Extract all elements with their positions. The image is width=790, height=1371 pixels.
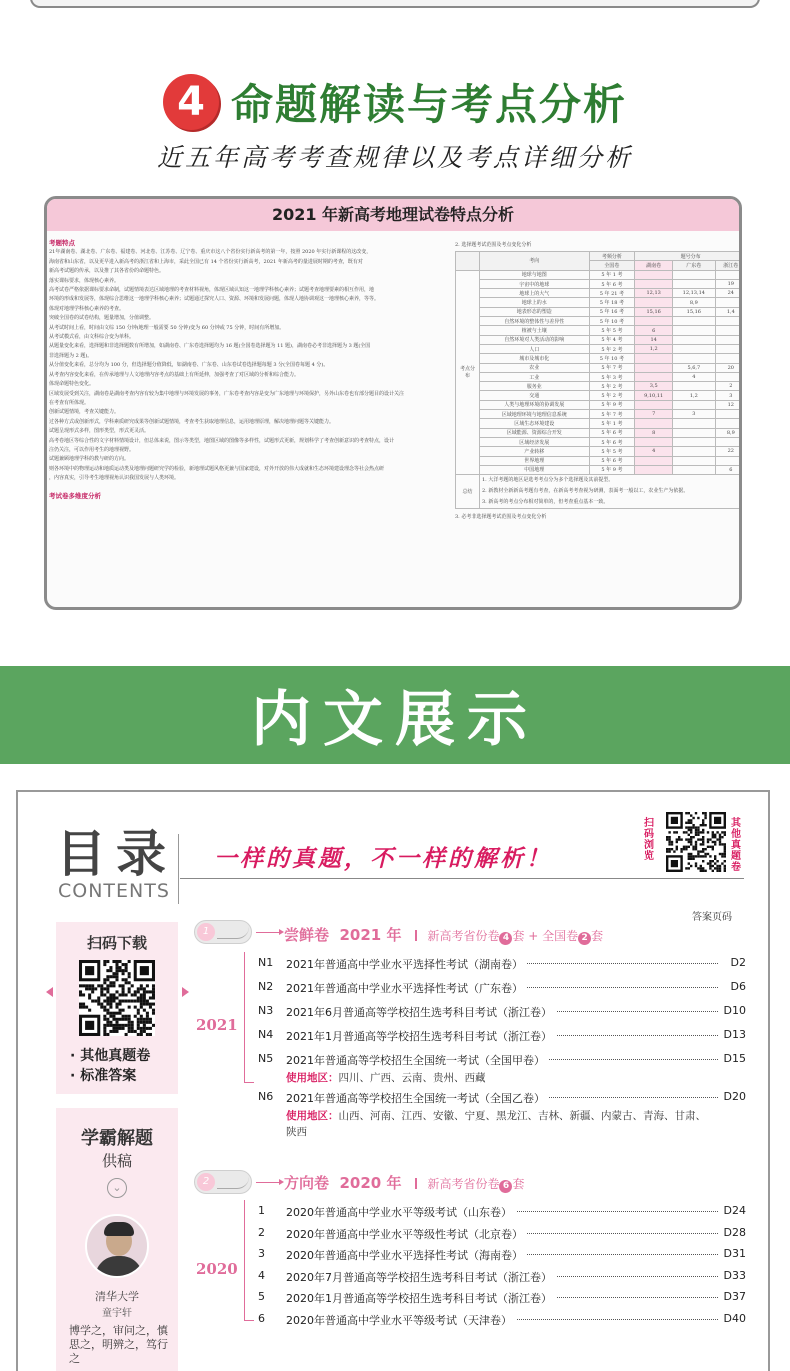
table-cell (635, 354, 673, 363)
toc-number: 2 (258, 1225, 265, 1239)
table-cell (673, 344, 716, 353)
left-line: 落实课标要求，体现核心素养。 (49, 277, 120, 284)
section-1-header: 尝鲜卷 2021 年 新高考省份卷 4 套 + 全国卷 2 套 (284, 926, 604, 944)
left-footer-heading: 考试卷多维度分析 (49, 491, 101, 500)
table-row (456, 372, 740, 381)
table-cell (635, 400, 673, 409)
table-cell: 6 (635, 326, 673, 335)
table-cell: 5 年 5 考 (589, 326, 635, 335)
table-cell: 植被与土壤 (480, 326, 590, 335)
table-cell: 5,6,7 (673, 363, 716, 372)
toc-title: 2021年普通高中学业水平选择性考试（广东卷） (286, 980, 527, 996)
left-paragraphs (49, 248, 453, 483)
table-cell (673, 437, 716, 446)
table-cell (673, 354, 716, 363)
table-cell: 5 年 2 考 (589, 382, 635, 391)
table-cell (715, 317, 739, 326)
table-cell: 24 (715, 289, 739, 298)
table-cell: 5 年 7 考 (589, 363, 635, 372)
toc-page: D13 (720, 1028, 746, 1041)
table-cell: 5 年 9 考 (589, 465, 635, 474)
table-summary-cell (480, 475, 740, 509)
table-cell: 5 年 1 考 (589, 270, 635, 279)
table-cell: 15,16 (673, 307, 716, 316)
toc-entry[interactable] (258, 1269, 746, 1289)
table-cell: 8,9 (673, 298, 716, 307)
left-line: 从题量变化来看，选择题和非选择题数有所增加，如湖南卷、广东卷选择题均为 16 题(全国卷选择题为 11 题)，湖南卷必考非选择题为 3 题(全国 (49, 343, 371, 350)
table-cell: 8 (635, 428, 673, 437)
table-cell: 地球与地图 (480, 270, 590, 279)
toc-title: 2020年普通高中学业水平选择性考试（海南卷） (286, 1247, 527, 1263)
table-side-label: 考点分布 (456, 270, 480, 475)
section-title: 命题解读与考点分析 (230, 80, 627, 129)
table-cell (673, 317, 716, 326)
table-cell: 20 (715, 363, 739, 372)
table-row (456, 382, 740, 391)
download-box (56, 922, 178, 1094)
chevron-down-icon: ⌄ (107, 1178, 127, 1198)
timeline-2021 (244, 952, 245, 1082)
toc-entry[interactable] (258, 1028, 746, 1048)
left-line: 海南省和山东省，以及更早进入新高考的浙江省和上海市，采此全国已有 14 个省份实行新高考，2021 年新高考的量进展时期的考查，既有对 (49, 258, 363, 265)
table-cell (635, 419, 673, 428)
table-cell: 5 年 10 考 (589, 317, 635, 326)
toc-title: 2021年6月普通高等学校招生选考科目考试（浙江卷） (286, 1004, 556, 1020)
table-row (456, 400, 740, 409)
table-cell: 区域生态环境建设 (480, 419, 590, 428)
toc-title: 2021年普通高等学校招生全国统一考试（全国甲卷） (286, 1052, 549, 1068)
toc-entry[interactable] (258, 956, 746, 976)
university: 清华大学 (95, 1290, 139, 1303)
table-cell: 5 年 9 考 (589, 400, 635, 409)
table-cell: 5 年 3 考 (589, 372, 635, 381)
table-cell (715, 437, 739, 446)
table-cell: 4 (673, 372, 716, 381)
table-row (456, 363, 740, 372)
table-row (456, 428, 740, 437)
summary-line: 1. 大洋考题的地区是选考考点分为多个选择题及其前提型。 (482, 477, 614, 484)
table-cell: 9,10,11 (635, 391, 673, 400)
toc-title: 2021年普通高等学校招生全国统一考试（全国乙卷） (286, 1090, 549, 1106)
left-line: 从考试时间上看，时间由文综 150 分钟(地理一般需要 50 分钟)变为 60 分钟或 75 分钟，时间有所增加。 (49, 324, 285, 331)
table-cell: 区域能源、资源综合开发 (480, 428, 590, 437)
table-cell (673, 447, 716, 456)
table-cell: 5 年 6 考 (589, 456, 635, 465)
other-exams-label: 其他真题卷 (731, 818, 741, 873)
toc-entry[interactable] (258, 980, 746, 1000)
th-distribution: 题号分布 (635, 252, 739, 261)
table-cell: 区域地理环境与地理信息系统 (480, 410, 590, 419)
usage-text: 山西、河南、江西、安徽、宁夏、黑龙江、吉林、新疆、内蒙古、青海、甘肃、陕西 (286, 1110, 706, 1138)
toc-entry[interactable] (258, 1226, 746, 1246)
toc-title: 2020年普通高中学业水平等级考试（山东卷） (286, 1204, 516, 1220)
table-cell (635, 456, 673, 465)
table-cell (635, 363, 673, 372)
table-cell (673, 270, 716, 279)
analysis-right-table (455, 239, 739, 605)
table-row (456, 289, 740, 298)
table-row (456, 410, 740, 419)
timeline-hook (244, 1320, 254, 1321)
left-line: 突破全国卷的试卷结构，题量增加，分值调整。 (49, 315, 155, 322)
content-banner (0, 666, 790, 764)
download-title: 扫码下载 (86, 934, 147, 952)
toc-entry[interactable] (258, 1004, 746, 1024)
left-line: 环境的形成和发展等，体现综合思维这一地理学科核心素养；试题通过探究人口、资源、环境和发展问题，体现人地协调观这一地理核心素养，等等。 (49, 296, 380, 303)
table-cell: 人口 (480, 344, 590, 353)
left-line: 试题呈现形式多样，图形类型，形式更灵活。 (49, 428, 150, 435)
usage-text: 四川、广西、云南、贵州、西藏 (338, 1072, 486, 1084)
toc-number: 5 (258, 1290, 265, 1303)
table-cell: 5 年 18 考 (589, 298, 635, 307)
table-cell (715, 335, 739, 344)
table-row (456, 456, 740, 465)
toc-number: N3 (258, 1004, 274, 1017)
th-hunan: 湖南卷 (635, 261, 673, 270)
bullet-other-exams: · 其他真题卷 (70, 1048, 151, 1064)
table-cell (635, 279, 673, 288)
table-footer: 3. 必考非选择题考试范围及考点变化分析 (455, 514, 547, 521)
toc-title: 2020年1月普通高等学校招生选考科目考试（浙江卷） (286, 1290, 556, 1306)
th-direction: 考向 (480, 252, 590, 271)
download-bullets (70, 1046, 150, 1086)
contributor-box (56, 1108, 178, 1371)
table-row (456, 270, 740, 279)
table-row (456, 307, 740, 316)
toc-page: D40 (720, 1312, 746, 1325)
table-cell: 地球上的水 (480, 298, 590, 307)
table-cell: 5 年 7 考 (589, 410, 635, 419)
table-cell: 5 年 2 考 (589, 391, 635, 400)
contents-title-cn: 目录 (56, 825, 176, 883)
table-cell: 3,5 (635, 382, 673, 391)
table-cell: 农业 (480, 363, 590, 372)
table-cell (673, 279, 716, 288)
table-cell (715, 419, 739, 428)
section-2-header: 方向卷 2020 年 新高考省份卷 6 套 (284, 1174, 525, 1192)
table-row (456, 344, 740, 353)
table-cell (673, 428, 716, 437)
table-row (456, 447, 740, 456)
section-2-arrow-icon (256, 1182, 282, 1183)
avatar (85, 1214, 149, 1278)
left-line: 体现对地理学科核心素养的考查。 (49, 305, 125, 312)
table-cell: 12 (715, 400, 739, 409)
answer-page-label: 答案页码 (692, 912, 732, 923)
download-qr-code-icon[interactable] (79, 960, 155, 1036)
section-2-icon: 2 (194, 1170, 252, 1194)
table-cell: 中国地理 (480, 465, 590, 474)
table-cell: 4 (635, 447, 673, 456)
table-cell: 5 年 6 考 (589, 279, 635, 288)
toc-page: D20 (720, 1090, 746, 1103)
table-cell (673, 335, 716, 344)
table-cell (673, 419, 716, 428)
table-cell: 1,4 (715, 307, 739, 316)
analysis-title: 2021 年新高考地理试卷特点分析 (47, 199, 739, 231)
table-cell: 人类与地理环境的协调发展 (480, 400, 590, 409)
previous-card-edge (30, 0, 760, 8)
qr-code-icon[interactable] (666, 812, 726, 872)
toc-number: N6 (258, 1090, 274, 1103)
table-cell: 地球上的大气 (480, 289, 590, 298)
left-line: 体现命题特色变化。 (49, 381, 95, 388)
table-caption: 2. 选择题考试范围及考点变化分析 (455, 242, 532, 248)
table-cell (673, 400, 716, 409)
toc-entry[interactable] (258, 1290, 746, 1310)
table-cell (715, 456, 739, 465)
toc-number: N2 (258, 980, 274, 993)
author-name: 童宇轩 (102, 1308, 132, 1319)
table-cell: 产业转移 (480, 447, 590, 456)
usage-label: 使用地区： (286, 1110, 339, 1122)
table-cell: 工业 (480, 372, 590, 381)
table-cell: 19 (715, 279, 739, 288)
table-cell: 宇宙中的地球 (480, 279, 590, 288)
table-cell: 自然环境的整体性与差异性 (480, 317, 590, 326)
table-cell: 1,2 (673, 391, 716, 400)
table-cell: 2 (715, 382, 739, 391)
table-cell: 地表形态的塑造 (480, 307, 590, 316)
banner-text: 内文展示 (251, 685, 539, 755)
left-line: 从考试模式看，由文科综合变为单科。 (49, 334, 135, 341)
table-cell (635, 298, 673, 307)
toc-entry[interactable] (258, 1312, 746, 1332)
left-line: 在考查有所体现。 (49, 399, 90, 406)
table-cell: 15,16 (635, 307, 673, 316)
table-cell: 7 (635, 410, 673, 419)
table-cell (635, 270, 673, 279)
table-row (456, 279, 740, 288)
toc-page: D28 (720, 1226, 746, 1239)
section-1-icon: 1 (194, 920, 252, 944)
table-cell (635, 317, 673, 326)
left-line: 高考试卷严格依据课标要求命制，试题情境表达区域地理的考查材料视角，体现区域认知这一地理学科核心素养；试题考查地理要素的相互作用，地 (49, 287, 375, 294)
table-cell (673, 382, 716, 391)
table-cell: 8,9 (715, 428, 739, 437)
toc-page: D2 (727, 956, 746, 969)
table-cell: 12,13,14 (673, 289, 716, 298)
toc-title: 2020年普通高中学业水平等级性考试（北京卷） (286, 1226, 527, 1242)
left-line: 从考查内容变化来看，在传承地理与人文地理内容考点的基础上有所延伸，加强考查了对区域的分析和综合能力。 (49, 371, 300, 378)
table-row (456, 335, 740, 344)
left-line: 21年湖南卷、湖北卷、广东卷、福建卷、河北卷、江苏卷、辽宁卷、重庆市这八个省份实行新高考的第一年，按照 2020 年实行新课程的这改变， (49, 249, 372, 256)
usage-regions (286, 1070, 716, 1086)
usage-label: 使用地区： (286, 1072, 339, 1084)
left-line: ，内容真实，引导考生地理视角认识我国发展与人类环境。 (49, 475, 180, 482)
table-cell: 交通 (480, 391, 590, 400)
toc-entry[interactable] (258, 1052, 746, 1072)
th-guangdong: 广东卷 (673, 261, 716, 270)
section-number-badge: 4 (163, 74, 219, 130)
table-cell: 世界地理 (480, 456, 590, 465)
table-cell: 5 年 6 考 (589, 428, 635, 437)
table-cell: 5 年 1 考 (589, 419, 635, 428)
topic-distribution-table (455, 251, 739, 509)
analysis-card (44, 196, 742, 610)
left-line: 高考卷地区等综合性的文字材料情境设计，但总体来说，图示等类型，地图区域的图像等多样性，试题形式更新，规划科学了考查创新意识的考查特点，设计 (49, 437, 395, 444)
table-row (456, 465, 740, 474)
table-cell (635, 465, 673, 474)
toc-page: D33 (720, 1269, 746, 1282)
left-heading: 考题特点 (49, 239, 75, 247)
year-2021-label: 2021 (196, 1016, 238, 1034)
table-cell: 5 年 6 考 (589, 437, 635, 446)
table-cell: 5 年 10 考 (589, 354, 635, 363)
table-cell: 5 年 4 考 (589, 335, 635, 344)
toc-title: 2020年7月普通高等学校招生选考科目考试（浙江卷） (286, 1269, 556, 1285)
toc-page: D37 (720, 1290, 746, 1303)
year-2020-label: 2020 (196, 1260, 238, 1278)
toc-title: 2021年普通高中学业水平选择性考试（湖南卷） (286, 956, 527, 972)
toc-title: 2021年1月普通高等学校招生选考科目考试（浙江卷） (286, 1028, 556, 1044)
table-cell: 自然环境对人类活动的影响 (480, 335, 590, 344)
table-cell: 12,13 (635, 289, 673, 298)
motto: 博学之，审问之，慎思之，明辨之，笃行之 (69, 1324, 168, 1365)
table-cell (715, 298, 739, 307)
summary-line: 2. 新教材全新新高考题有考查，在新高考考查视为研测，表面考一般以工，农业生产为依据。 (482, 488, 689, 495)
table-cell: 3 (715, 391, 739, 400)
table-cell (673, 465, 716, 474)
left-line: 从分值变化来看，总分均为 100 分，但选择题分值降低，如湖南卷、广东卷、山东卷试卷选择题每题 3 分(全国卷每题 4 分)。 (49, 362, 329, 369)
left-line: 新高考试题的传承，以及推了其各省份的命题特色。 (49, 268, 165, 275)
toc-entry[interactable] (258, 1090, 746, 1110)
table-row (456, 437, 740, 446)
arrow-left-icon (46, 987, 53, 997)
analysis-left-text (49, 239, 453, 605)
table-cell: 14 (635, 335, 673, 344)
section-heading (0, 70, 790, 134)
toc-number: N4 (258, 1028, 274, 1041)
table-cell: 6 (715, 465, 739, 474)
toc-entry[interactable] (258, 1204, 746, 1224)
section-1-arrow-icon (256, 932, 282, 933)
left-line: 则各环境中的物理运动和地质运动类及地理问题研究学的检验，新地理试题风格更兼与国家建设，对外开放的伟大成就和生态环境建设理念等社会热点研 (49, 465, 385, 472)
table-cell (715, 270, 739, 279)
table-cell: 区域经济发展 (480, 437, 590, 446)
table-cell: 3 (673, 410, 716, 419)
timeline-hook (244, 1082, 254, 1083)
contributor-title: 学霸解题 (81, 1128, 153, 1149)
timeline-2020 (244, 1200, 245, 1320)
toc-number: N5 (258, 1052, 274, 1065)
scan-browse-label: 扫码浏览 (644, 818, 654, 862)
contents-title-en: CONTENTS (58, 880, 170, 902)
section-subtitle: 近五年高考考查规律以及考点详细分析 (156, 143, 633, 172)
table-cell (715, 410, 739, 419)
bullet-answers: · 标准答案 (70, 1068, 137, 1084)
toc-page: D15 (720, 1052, 746, 1065)
toc-entry[interactable] (258, 1247, 746, 1267)
table-summary-label: 总结 (456, 475, 480, 509)
title-divider (178, 834, 179, 904)
contents-page (16, 790, 770, 1371)
table-cell: 5 年 21 考 (589, 289, 635, 298)
table-cell (715, 354, 739, 363)
table-cell (715, 372, 739, 381)
contributor-sub: 供稿 (101, 1152, 132, 1170)
left-line: 注仍关注，可以作用考生的地理视野。 (49, 446, 135, 453)
table-cell: 5 年 16 考 (589, 307, 635, 316)
left-line: 试题兼顾地理学科的教与研的方向。 (49, 456, 130, 463)
th-zhejiang: 浙江卷 (715, 261, 739, 270)
table-row (456, 298, 740, 307)
usage-regions (286, 1108, 716, 1140)
table-row (456, 317, 740, 326)
table-cell (715, 326, 739, 335)
left-line: 区域发展受到关注，湖南卷是湖南考查内容有较为集中地理与环境发展的事务，广东卷考查内容是变为广东地理与环境保护，另外山东卷也有部分题目的设计关注 (49, 390, 405, 397)
table-row (456, 419, 740, 428)
toc-page: D31 (720, 1247, 746, 1260)
table-cell: 城市及城市化 (480, 354, 590, 363)
table-summary-row (456, 475, 740, 509)
table-row (456, 354, 740, 363)
table-row (456, 326, 740, 335)
toc-page: D24 (720, 1204, 746, 1217)
toc-page: D10 (720, 1004, 746, 1017)
left-line: 创新试题情境，考查关键能力。 (49, 409, 120, 416)
toc-number: 4 (258, 1268, 265, 1282)
table-cell: 22 (715, 447, 739, 456)
table-cell (635, 372, 673, 381)
th-national: 全国卷 (589, 261, 635, 270)
toc-number: 1 (258, 1204, 265, 1217)
table-cell: 5 年 5 考 (589, 447, 635, 456)
toc-number: N1 (258, 956, 274, 969)
toc-page: D6 (727, 980, 746, 993)
left-line: 过各种方式或创新形式，学科素质研究成果等创新试题情境，考查考生获取地理信息，运用地理原理，解决地理问题等关键能力。 (49, 418, 335, 425)
th-frequency: 考频分析 (589, 252, 635, 261)
table-cell: 5 年 2 考 (589, 344, 635, 353)
toc-number: 3 (258, 1247, 265, 1260)
arrow-right-icon (182, 987, 189, 997)
table-cell: 服务业 (480, 382, 590, 391)
table-cell (673, 456, 716, 465)
left-line: 非选择题为 2 题)。 (49, 352, 93, 359)
table-cell (635, 437, 673, 446)
toc-number: 6 (258, 1311, 265, 1325)
slogan: 一样的真题，不一样的解析！ (214, 845, 552, 872)
toc-title: 2020年普通高中学业水平等级考试（天津卷） (286, 1312, 516, 1328)
table-cell (715, 344, 739, 353)
slogan-underline (180, 878, 744, 879)
table-cell: 1,2 (635, 344, 673, 353)
summary-line: 3. 新高考的考点分布相对简单的，但考查重点基本一致。 (482, 499, 609, 506)
table-row (456, 391, 740, 400)
table-cell (673, 326, 716, 335)
